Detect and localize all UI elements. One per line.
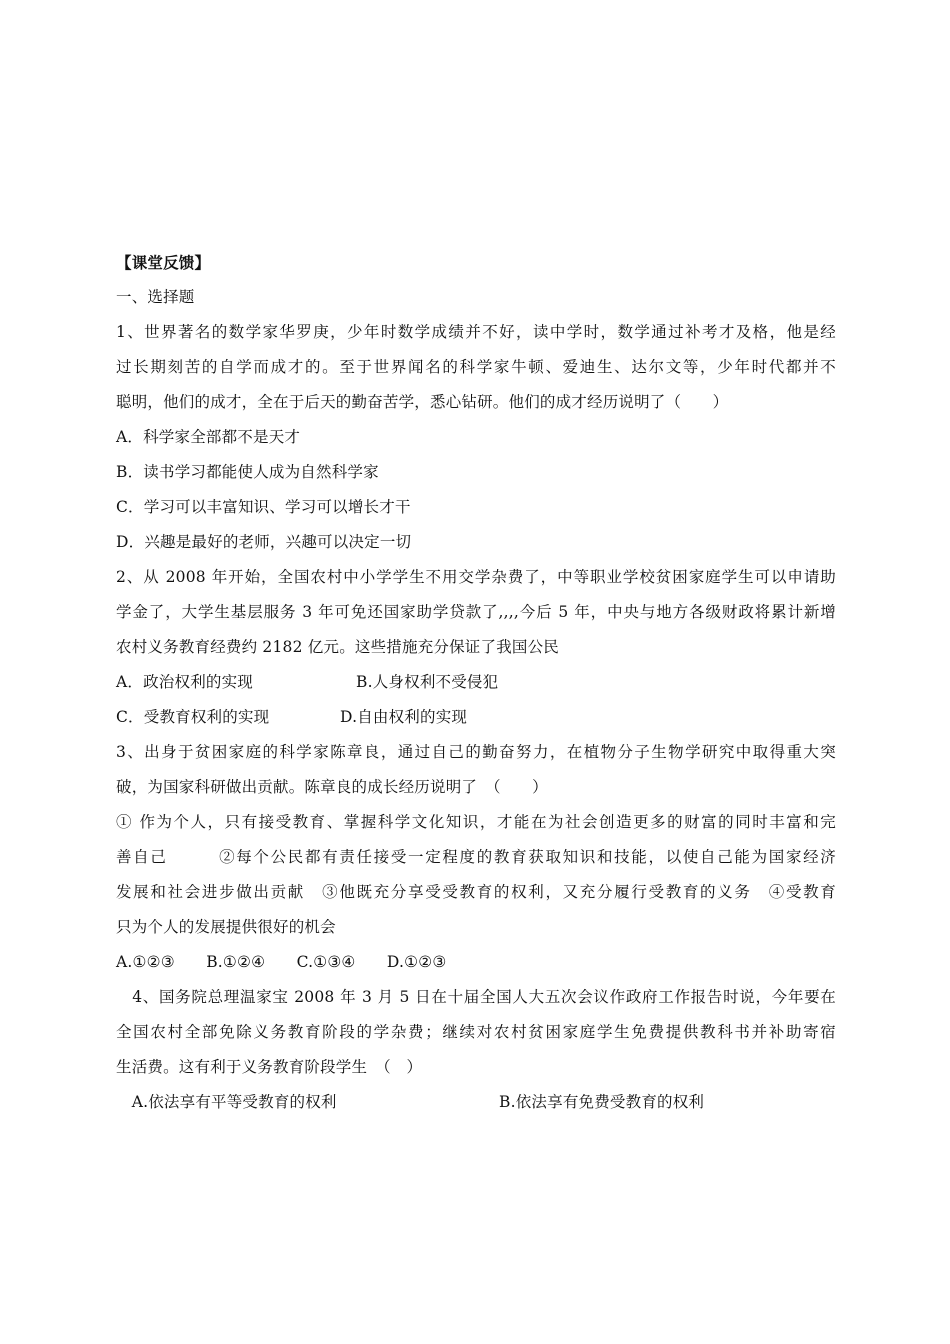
option-b: B.依法享有免费受教育的权利 [499,1093,705,1111]
question-text-line: 1、世界著名的数学家华罗庚，少年时数学成绩并不好，读中学时，数学通过补考才及格，他是经 [116,323,836,341]
option-a: A．科学家全部都不是天才 [116,428,301,446]
question-text-line: 农村义务教育经费约 2182 亿元。这些措施充分保证了我国公民 [116,638,560,656]
option-a: A．政治权利的实现 [116,673,253,691]
option-b: B．读书学习都能使人成为自然科学家 [116,463,379,481]
question-3 [116,735,836,980]
option-a: A.依法享有平等受教育的权利 [116,1093,337,1111]
question-text-line: 全国农村全部免除义务教育阶段的学杂费；继续对农村贫困家庭学生免费提供教科书并补助寄宿 [116,1023,836,1041]
option-row [116,700,836,735]
option-b: B.人身权利不受侵犯 [356,673,499,691]
question-1 [116,315,836,560]
answer-choices: A.①②③ B.①②④ C.①③④ D.①②③ [116,953,447,971]
document-page [116,245,836,1120]
question-text-line: 善自己 ②每个公民都有责任接受一定程度的教育获取知识和技能，以使自己能为国家经济 [116,848,836,866]
question-2 [116,560,836,735]
option-c: C．受教育权利的实现 [116,708,270,726]
question-text-line: 生活费。这有利于义务教育阶段学生 （ ） [116,1058,423,1076]
question-text-line: ① 作为个人，只有接受教育、掌握科学文化知识，才能在为社会创造更多的财富的同时丰富和完 [116,813,836,831]
question-text-line: 过长期刻苦的自学而成才的。至于世界闻名的科学家牛顿、爱迪生、达尔文等，少年时代都并不 [116,358,836,376]
question-text-line: 学金了，大学生基层服务 3 年可免还国家助学贷款了,,,,今后 5 年，中央与地方各级财政将累计新增 [116,603,836,621]
question-text-line: 2、从 2008 年开始，全国农村中小学学生不用交学杂费了，中等职业学校贫困家庭学生可以申请助 [116,568,836,586]
option-d: D．兴趣是最好的老师，兴趣可以决定一切 [116,533,412,551]
option-row [116,1085,836,1120]
question-4 [116,980,836,1120]
subsection-title: 一、选择题 [116,288,195,306]
option-c: C．学习可以丰富知识、学习可以增长才干 [116,498,411,516]
option-d: D.自由权利的实现 [340,708,468,726]
question-text-line: 4、国务院总理温家宝 2008 年 3 月 5 日在十届全国人大五次会议作政府工作报告时说，今年要在 [116,988,836,1006]
question-text-line: 发展和社会进步做出贡献 ③他既充分享受受教育的权利，又充分履行受教育的义务 ④受教育 [116,883,836,901]
section-title: 【课堂反馈】 [116,253,211,272]
question-text-line: 破，为国家科研做出贡献。陈章良的成长经历说明了 （ ） [116,778,548,796]
question-text-line: 3、出身于贫困家庭的科学家陈章良，通过自己的勤奋努力，在植物分子生物学研究中取得重大突 [116,743,836,761]
option-row [116,665,836,700]
question-text-line: 聪明，他们的成才，全在于后天的勤奋苦学，悉心钻研。他们的成才经历说明了（ ） [116,393,729,411]
question-text-line: 只为个人的发展提供很好的机会 [116,918,336,936]
